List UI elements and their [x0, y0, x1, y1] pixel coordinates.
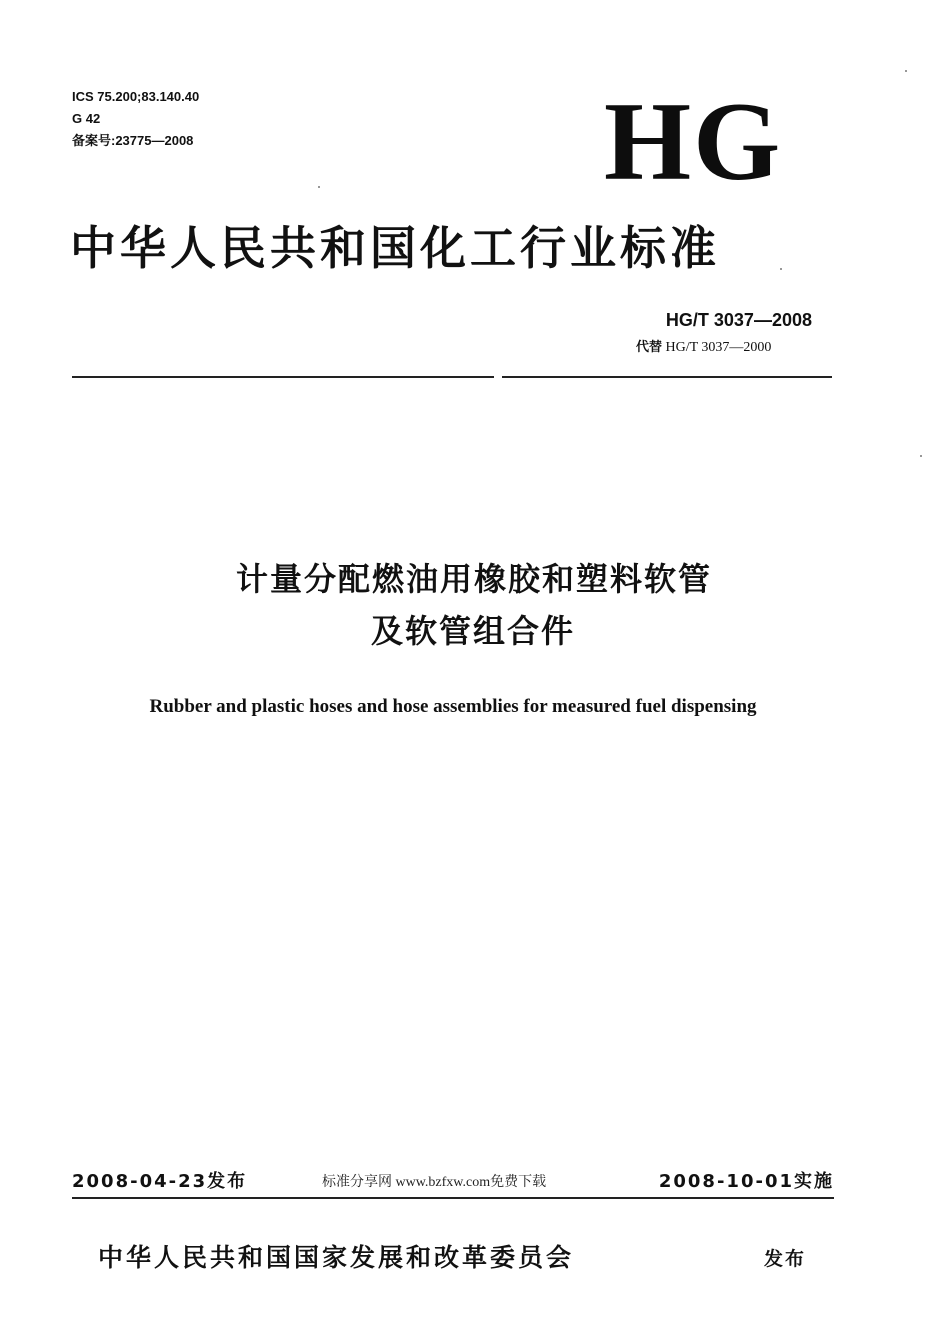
scan-speck: [780, 268, 782, 270]
standard-category-title: 中华人民共和国化工行业标准: [70, 221, 720, 275]
ccs-code: G 42: [72, 111, 101, 126]
issuing-authority: 中华人民共和国国家发展和改革委员会: [98, 1243, 575, 1272]
hg-logo: HG: [604, 80, 783, 204]
record-number: 备案号:23775—2008: [72, 133, 194, 148]
dates-row: [72, 1168, 834, 1196]
implementation-date: [659, 1168, 834, 1196]
replaces-line: [636, 338, 771, 358]
document-title-en: Rubber and plastic hoses and hose assemblies for measured fuel dispensing: [149, 696, 757, 717]
implementation-label: 实施: [794, 1171, 834, 1192]
publish-date-value: 2008-04-23: [72, 1171, 208, 1192]
publish-date: [72, 1168, 247, 1196]
top-divider-left: [72, 376, 494, 378]
standard-number: HG/T 3037—2008: [665, 310, 812, 330]
implementation-date-value: 2008-10-01: [658, 1171, 794, 1192]
document-title-cn-line1: 计量分配燃油用橡胶和塑料软管: [235, 560, 712, 598]
watermark-text: 标准分享网 www.bzfxw.com免费下载: [322, 1175, 547, 1190]
ics-code: ICS 75.200;83.140.40: [72, 89, 200, 104]
issuer-publish-label: 发布: [764, 1248, 807, 1270]
bottom-divider: [72, 1197, 834, 1199]
scan-speck: [318, 186, 320, 188]
scan-speck: [920, 455, 922, 457]
document-title-cn-line2: 及软管组合件: [370, 612, 575, 650]
replaces-number: HG/T 3037—2000: [665, 340, 772, 355]
replaces-label: 代替: [636, 340, 663, 355]
publish-label: 发布: [207, 1171, 248, 1192]
scan-speck: [905, 70, 907, 72]
classification-block: [72, 86, 199, 152]
top-divider-right: [502, 376, 832, 378]
